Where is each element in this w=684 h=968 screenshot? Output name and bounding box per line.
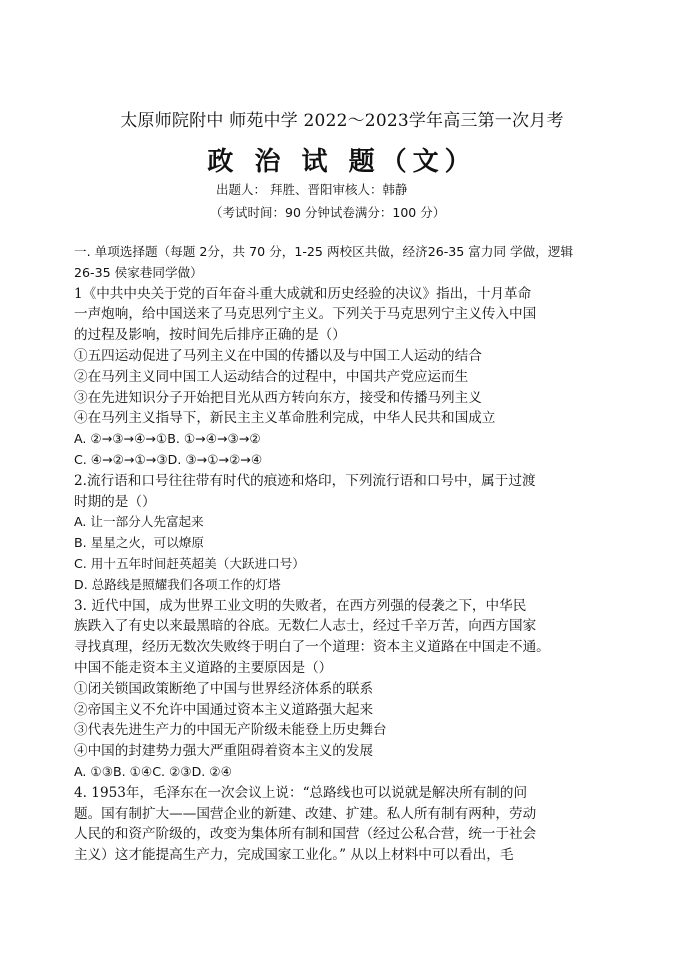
- authors-line: 出题人： 拜胜、晋阳审核人：韩静: [216, 182, 408, 197]
- q2-option-a: A. 让一部分人先富起来: [74, 514, 204, 530]
- q2-stem: 时期的是（）: [74, 493, 156, 510]
- q3-stem: 3. 近代中国，成为世界工业文明的失败者，在西方列强的侵袭之下，中华民: [74, 597, 527, 614]
- q1-item: ①五四运动促进了马列主义在中国的传播以及与中国工人运动的结合: [74, 347, 482, 364]
- q2-stem: 2.流行语和口号往往带有时代的痕迹和烙印，下列流行语和口号中，属于过渡: [74, 472, 536, 489]
- q2-option-b: B. 星星之火，可以燎原: [74, 535, 204, 551]
- section-heading: 一. 单项选择题（每题 2分，共 70 分，1-25 两校区共做，经济26-35 富力同 学做，逻辑: [74, 244, 574, 259]
- q2-option-c: C. 用十五年时间赶英超美（大跃进口号）: [74, 555, 305, 571]
- q4-stem: 题。国有制扩大——国营企业的新建、改建、扩建。私人所有制有两种，劳动: [74, 805, 537, 822]
- school-header: 太原师院附中 师苑中学 2022～2023学年高三第一次月考: [120, 111, 564, 131]
- section-heading-cont: 26-35 侯家巷同学做）: [74, 264, 203, 280]
- q3-item: ②帝国主义不允许中国通过资本主义道路强大起来: [74, 701, 374, 718]
- q2-option-d: D. 总路线是照耀我们各项工作的灯塔: [74, 576, 281, 592]
- q3-options: A. ①③B. ①④C. ②③D. ②④: [74, 763, 232, 779]
- q1-stem: 1《中共中央关于党的百年奋斗重大成就和历史经验的决议》指出，十月革命: [74, 285, 532, 302]
- exam-info: （考试时间：90 分钟试卷满分：100 分）: [210, 205, 446, 220]
- q1-stem: 一声炮响，给中国送来了马克思列宁主义。下列关于马克思列宁主义传入中国: [74, 306, 537, 323]
- q4-stem: 人民的和资产阶级的，改变为集体所有制和国营（经过公私合营，统一于社会: [74, 826, 537, 843]
- page-title: 政 治 试 题（文）: [207, 147, 477, 177]
- q3-stem: 寻找真理，经历无数次失败终于明白了一个道理：资本主义道路在中国走不通。: [74, 639, 550, 656]
- q1-options: C. ④→②→①→③D. ③→①→②→④: [74, 451, 263, 467]
- q1-options: A. ②→③→④→①B. ①→④→③→②: [74, 431, 261, 447]
- q3-item: ①闭关锁国政策断绝了中国与世界经济体系的联系: [74, 680, 374, 697]
- q1-item: ②在马列主义同中国工人运动结合的过程中，中国共产党应运而生: [74, 368, 469, 385]
- q3-item: ④中国的封建势力强大严重阻碍着资本主义的发展: [74, 743, 374, 760]
- q3-stem: 族跌入了有史以来最黑暗的谷底。无数仁人志士，经过千辛万苦，向西方国家: [74, 618, 537, 635]
- q1-stem: 的过程及影响，按时间先后排序正确的是（）: [74, 327, 346, 344]
- q3-stem: 中国不能走资本主义道路的主要原因是（）: [74, 659, 333, 676]
- question-body: [74, 242, 614, 866]
- q4-stem: 4. 1953年，毛泽东在一次会议上说：“总路线也可以说就是解决所有制的问: [74, 784, 528, 801]
- q4-stem: 主义）这才能提高生产力，完成国家工业化。” 从以上材料中可以看出，毛: [74, 847, 514, 864]
- q1-item: ③在先进知识分子开始把目光从西方转向东方，接受和传播马列主义: [74, 389, 482, 406]
- q3-item: ③代表先进生产力的中国无产阶级未能登上历史舞台: [74, 722, 387, 739]
- q1-item: ④在马列主义指导下，新民主主义革命胜利完成，中华人民共和国成立: [74, 410, 496, 427]
